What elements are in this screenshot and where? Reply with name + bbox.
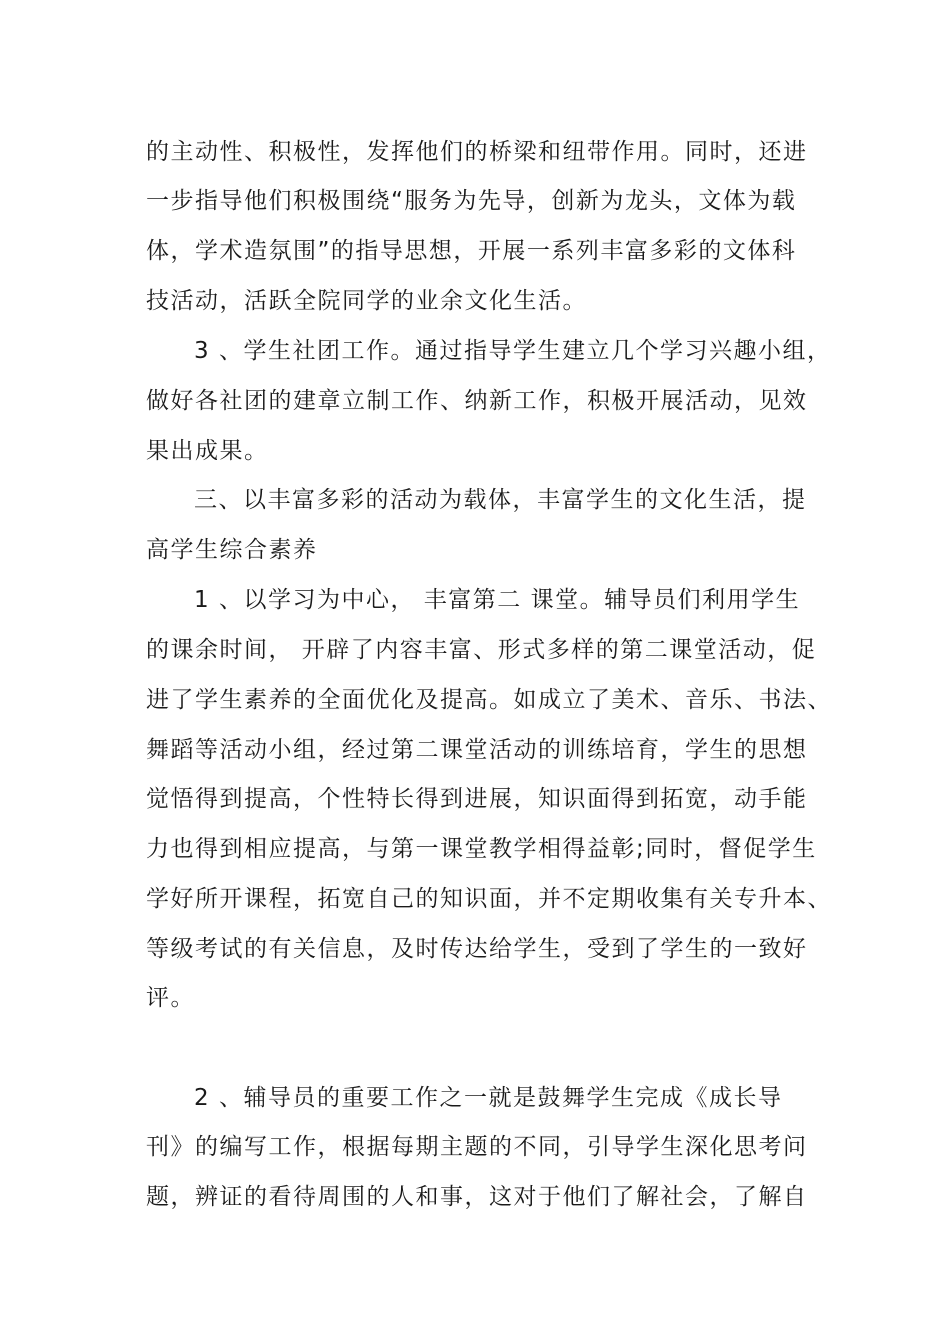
text-line: 刊》的编写工作，根据每期主题的不同，引导学生深化思考问: [146, 1134, 808, 1160]
text-line: 1 、以学习为中心， 丰富第二 课堂。辅导员们利用学生: [194, 587, 801, 613]
text-line: 的课余时间， 开辟了内容丰富、形式多样的第二课堂活动，促: [146, 637, 817, 663]
section-heading: 高学生综合素养: [146, 537, 318, 563]
text-line: 学好所开课程，拓宽自己的知识面，并不定期收集有关专升本、: [146, 886, 832, 912]
text-line: 舞蹈等活动小组，经过第二课堂活动的训练培育，学生的思想: [146, 737, 808, 763]
text-line: 果出成果。: [146, 438, 269, 464]
text-line: 的主动性、积极性，发挥他们的桥梁和纽带作用。同时，还进: [146, 139, 808, 165]
section-heading: 三、以丰富多彩的活动为载体，丰富学生的文化生活，提: [194, 487, 807, 513]
text-line: 评。: [146, 985, 195, 1011]
text-line: 体，学术造氛围”的指导思想，开展一系列丰富多彩的文体科: [146, 238, 797, 264]
text-line: 力也得到相应提高，与第一课堂教学相得益彰;同时，督促学生: [146, 836, 817, 862]
text-line: 觉悟得到提高，个性特长得到进展，知识面得到拓宽，动手能: [146, 786, 808, 812]
text-line: 3 、学生社团工作。通过指导学生建立几个学习兴趣小组，: [194, 338, 832, 364]
text-line: 技活动，活跃全院同学的业余文化生活。: [146, 288, 587, 314]
text-line: 题，辨证的看待周围的人和事，这对于他们了解社会，了解自: [146, 1184, 808, 1210]
text-line: 做好各社团的建章立制工作、纳新工作，积极开展活动，见效: [146, 388, 808, 414]
text-line: 等级考试的有关信息，及时传达给学生，受到了学生的一致好: [146, 936, 808, 962]
text-line: 一步指导他们积极围绕“服务为先导，创新为龙头，文体为载: [146, 188, 797, 214]
text-line: 2 、辅导员的重要工作之一就是鼓舞学生完成《成长导: [194, 1085, 783, 1111]
text-line: 进了学生素养的全面优化及提高。如成立了美术、音乐、书法、: [146, 687, 832, 713]
